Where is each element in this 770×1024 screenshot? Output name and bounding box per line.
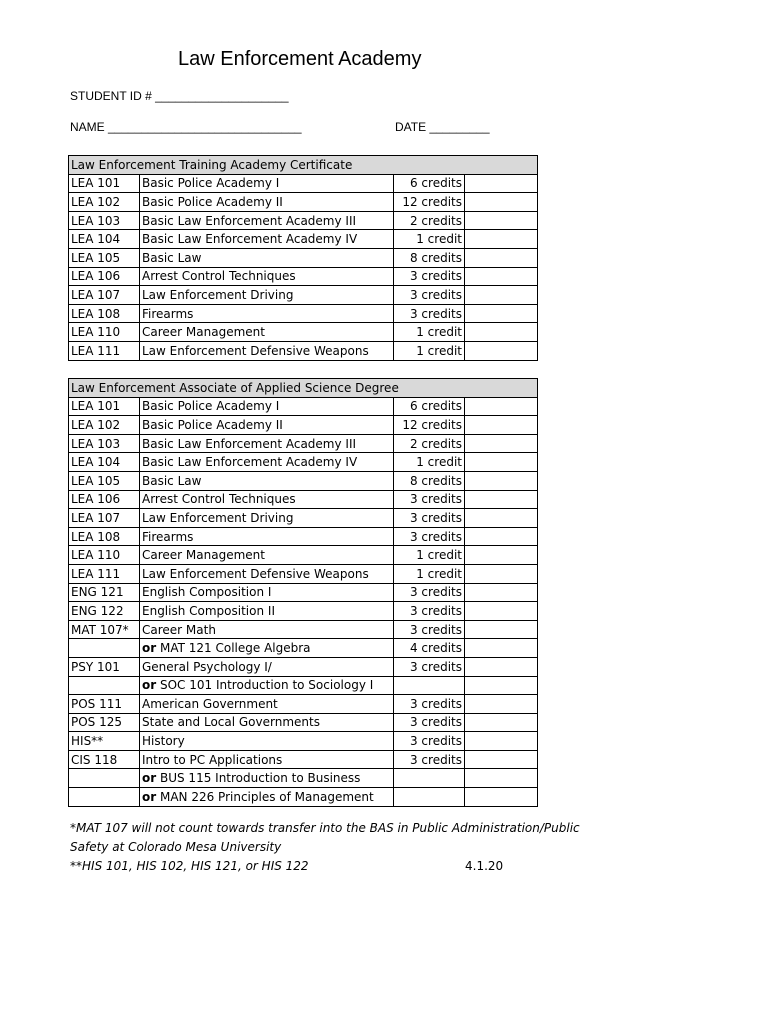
course-title: Intro to PC Applications [142,752,283,767]
course-name [140,769,394,788]
certificate-heading: Law Enforcement Training Academy Certificate [69,156,538,175]
course-name [140,602,394,621]
course-code: POS 111 [69,695,140,714]
course-title: Basic Law [142,250,202,265]
course-name [140,397,394,416]
course-credits: 3 credits [394,732,465,751]
course-title: Law Enforcement Driving [142,510,294,525]
course-code: LEA 102 [69,416,140,435]
course-row [69,211,538,230]
or-label: or [142,678,157,693]
course-code: PSY 101 [69,657,140,676]
course-credits: 1 credit [394,564,465,583]
course-credits: 8 credits [394,248,465,267]
course-credits: 3 credits [394,527,465,546]
course-credits: 3 credits [394,304,465,323]
course-credits: 12 credits [394,193,465,212]
certificate-table [68,155,538,361]
course-name [140,732,394,751]
course-name [140,267,394,286]
course-credits: 12 credits [394,416,465,435]
course-title: Basic Police Academy I [142,399,280,414]
course-code: LEA 108 [69,527,140,546]
course-name [140,750,394,769]
course-title: Career Management [142,548,265,563]
course-row [69,750,538,769]
course-title: Basic Police Academy II [142,417,283,432]
course-name [140,323,394,342]
course-code [69,676,140,695]
course-code [69,769,140,788]
course-title: Arrest Control Techniques [142,492,296,507]
course-row [69,564,538,583]
course-title: Law Enforcement Driving [142,287,294,302]
course-name [140,509,394,528]
course-code: LEA 102 [69,193,140,212]
course-credits: 4 credits [394,639,465,658]
course-title: SOC 101 Introduction to Sociology I [156,678,374,693]
course-row [69,304,538,323]
course-title: Basic Law [142,473,202,488]
course-code: LEA 111 [69,564,140,583]
course-row [69,416,538,435]
name-field[interactable]: NAME _____________________________ [70,120,302,134]
course-credits: 3 credits [394,583,465,602]
completion-cell[interactable] [465,230,538,249]
course-name [140,341,394,360]
course-row [69,397,538,416]
course-name [140,583,394,602]
course-title: Career Management [142,325,265,340]
course-name [140,657,394,676]
completion-cell[interactable] [465,639,538,658]
completion-cell[interactable] [465,732,538,751]
degree-heading: Law Enforcement Associate of Applied Science Degree [69,379,538,398]
course-name [140,527,394,546]
completion-cell[interactable] [465,286,538,305]
course-credits: 3 credits [394,620,465,639]
course-credits: 2 credits [394,211,465,230]
footnote-his: **HIS 101, HIS 102, HIS 121, or HIS 122 [70,859,309,873]
course-row [69,267,538,286]
completion-cell[interactable] [465,211,538,230]
course-title: English Composition I [142,585,272,600]
course-title: MAN 226 Principles of Management [156,789,374,804]
course-title: Firearms [142,529,194,544]
course-name [140,434,394,453]
completion-cell[interactable] [465,769,538,788]
course-row [69,546,538,565]
course-credits: 6 credits [394,397,465,416]
course-title: American Government [142,696,278,711]
course-row [69,657,538,676]
completion-cell[interactable] [465,193,538,212]
course-title: Career Math [142,622,216,637]
completion-cell[interactable] [465,695,538,714]
completion-cell[interactable] [465,341,538,360]
course-name [140,174,394,193]
course-code: LEA 110 [69,546,140,565]
completion-cell[interactable] [465,509,538,528]
course-code [69,639,140,658]
course-title: Law Enforcement Defensive Weapons [142,566,369,581]
course-row [69,230,538,249]
course-credits: 3 credits [394,713,465,732]
completion-cell[interactable] [465,453,538,472]
student-id-field[interactable]: STUDENT ID # ____________________ [70,89,289,103]
course-row [69,620,538,639]
course-title: Arrest Control Techniques [142,269,296,284]
course-credits: 1 credit [394,341,465,360]
course-code: LEA 105 [69,471,140,490]
course-row [69,509,538,528]
version-number: 4.1.20 [465,859,504,873]
course-credits: 3 credits [394,286,465,305]
completion-cell[interactable] [465,434,538,453]
course-row [69,732,538,751]
course-credits: 1 credit [394,453,465,472]
course-code: LEA 107 [69,286,140,305]
course-code: LEA 108 [69,304,140,323]
course-code: POS 125 [69,713,140,732]
completion-cell[interactable] [465,602,538,621]
completion-cell[interactable] [465,620,538,639]
course-row [69,341,538,360]
course-name [140,248,394,267]
course-title: Basic Police Academy I [142,176,280,191]
course-name [140,788,394,807]
course-credits [394,769,465,788]
course-code: LEA 110 [69,323,140,342]
course-row [69,174,538,193]
course-row [69,713,538,732]
degree-table [68,378,538,807]
course-title: Basic Law Enforcement Academy III [142,213,357,228]
course-title: Law Enforcement Defensive Weapons [142,343,369,358]
course-row [69,453,538,472]
or-label: or [142,641,157,656]
completion-cell[interactable] [465,248,538,267]
course-name [140,490,394,509]
completion-cell[interactable] [465,583,538,602]
course-code: CIS 118 [69,750,140,769]
completion-cell[interactable] [465,527,538,546]
course-name [140,676,394,695]
course-row [69,583,538,602]
completion-cell[interactable] [465,174,538,193]
course-code: LEA 104 [69,230,140,249]
course-name [140,546,394,565]
course-row [69,490,538,509]
course-credits [394,788,465,807]
course-name [140,304,394,323]
course-credits: 3 credits [394,509,465,528]
course-code: LEA 111 [69,341,140,360]
course-credits: 6 credits [394,174,465,193]
course-credits: 1 credit [394,323,465,342]
course-credits: 3 credits [394,602,465,621]
completion-cell[interactable] [465,750,538,769]
completion-cell[interactable] [465,713,538,732]
course-row [69,676,538,695]
course-row [69,527,538,546]
course-row [69,434,538,453]
course-code: ENG 122 [69,602,140,621]
date-field[interactable]: DATE _________ [395,120,490,134]
or-label: or [142,771,157,786]
course-row [69,639,538,658]
course-code [69,788,140,807]
footnote-mat-cont: Safety at Colorado Mesa University [70,840,282,854]
course-name [140,416,394,435]
course-row [69,769,538,788]
course-credits: 3 credits [394,750,465,769]
course-name [140,286,394,305]
course-credits: 3 credits [394,490,465,509]
course-code: LEA 101 [69,397,140,416]
course-code: LEA 103 [69,434,140,453]
completion-cell[interactable] [465,471,538,490]
course-name [140,639,394,658]
course-row [69,323,538,342]
completion-cell[interactable] [465,397,538,416]
course-code: LEA 106 [69,490,140,509]
completion-cell[interactable] [465,676,538,695]
course-credits: 3 credits [394,267,465,286]
course-code: LEA 104 [69,453,140,472]
completion-cell[interactable] [465,267,538,286]
course-name [140,620,394,639]
course-code: LEA 106 [69,267,140,286]
completion-cell[interactable] [465,323,538,342]
course-title: Basic Law Enforcement Academy III [142,436,357,451]
course-code: MAT 107* [69,620,140,639]
course-row [69,788,538,807]
course-code: LEA 107 [69,509,140,528]
course-name [140,211,394,230]
course-credits: 2 credits [394,434,465,453]
course-title: History [142,734,185,749]
or-label: or [142,789,157,804]
course-title: General Psychology I/ [142,659,272,674]
course-credits: 3 credits [394,695,465,714]
course-code: HIS** [69,732,140,751]
course-credits: 8 credits [394,471,465,490]
course-row [69,695,538,714]
course-name [140,713,394,732]
course-row [69,193,538,212]
completion-cell[interactable] [465,546,538,565]
course-code: LEA 101 [69,174,140,193]
course-title: Basic Law Enforcement Academy IV [142,455,358,470]
course-name [140,193,394,212]
course-name [140,453,394,472]
completion-cell[interactable] [465,304,538,323]
completion-cell[interactable] [465,564,538,583]
course-credits [394,676,465,695]
course-name [140,230,394,249]
course-code: ENG 121 [69,583,140,602]
course-title: BUS 115 Introduction to Business [156,771,361,786]
course-row [69,248,538,267]
completion-cell[interactable] [465,788,538,807]
course-title: Firearms [142,306,194,321]
course-title: State and Local Governments [142,715,320,730]
course-row [69,602,538,621]
course-row [69,471,538,490]
course-name [140,564,394,583]
course-title: Basic Police Academy II [142,194,283,209]
footnote-mat: *MAT 107 will not count towards transfer into the BAS in Public Administration/Public [70,821,580,835]
completion-cell[interactable] [465,657,538,676]
course-title: Basic Law Enforcement Academy IV [142,232,358,247]
page-title: Law Enforcement Academy [178,48,422,70]
course-name [140,695,394,714]
course-code: LEA 105 [69,248,140,267]
course-title: English Composition II [142,603,275,618]
completion-cell[interactable] [465,490,538,509]
course-credits: 1 credit [394,546,465,565]
course-code: LEA 103 [69,211,140,230]
completion-cell[interactable] [465,416,538,435]
course-row [69,286,538,305]
course-credits: 3 credits [394,657,465,676]
course-name [140,471,394,490]
course-title: MAT 121 College Algebra [156,641,311,656]
course-credits: 1 credit [394,230,465,249]
